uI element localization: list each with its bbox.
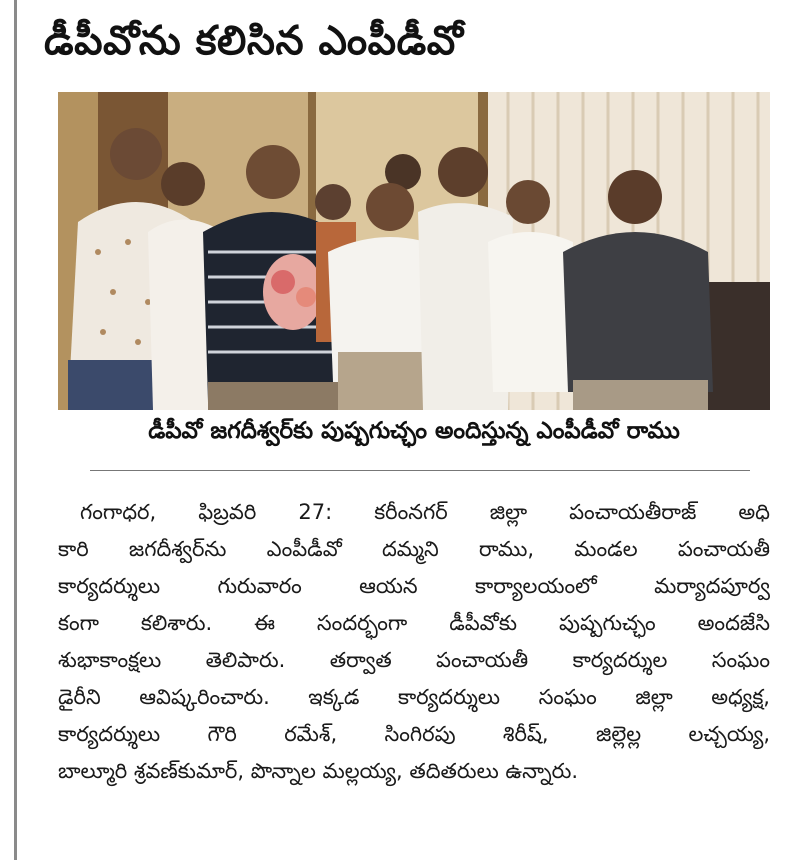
previous-article-fragment	[40, 0, 770, 10]
caption-divider	[90, 470, 750, 471]
article-line: కంగా కలిశారు. ఈ సందర్భంగా డీపీవోకు పుష్పగుచ్ఛం అందజేసి	[58, 611, 770, 635]
column-rule	[14, 0, 17, 860]
article-line: కార్యదర్శులు గౌరి రమేశ్, సింగిరపు శిరీష్, జిల్లెల్ల లచ్చయ్య,	[58, 722, 770, 746]
photo-caption: డీపీవో జగదీశ్వర్‌కు పుష్పగుచ్ఛం అందిస్తున్న ఎంపీడీవో రాము	[148, 418, 680, 444]
news-photo	[58, 92, 770, 410]
headline: డీపీవోను కలిసిన ఎంపీడీవో	[44, 18, 464, 64]
article-line: గంగాధర, ఫిబ్రవరి 27: కరీంనగర్ జిల్లా పంచాయతీరాజ్ అధి	[80, 500, 770, 524]
article-body	[58, 494, 770, 790]
article-line: కారి జగదీశ్వర్‌ను ఎంపీడీవో దమ్మని రాము, మండల పంచాయతీ	[58, 537, 770, 561]
group-photo-icon	[58, 92, 770, 410]
article-line: కార్యదర్శులు గురువారం ఆయన కార్యాలయంలో మర్యాదపూర్వ	[58, 574, 770, 598]
article-line: బాల్మూరి శ్రవణ్‌కుమార్, పొన్నాల మల్లయ్య, తదితరులు ఉన్నారు.	[58, 759, 579, 783]
article-line: డైరీని ఆవిష్కరించారు. ఇక్కడ కార్యదర్శులు సంఘం జిల్లా అధ్యక్ష,	[58, 685, 770, 709]
article-line: శుభాకాంక్షలు తెలిపారు. తర్వాత పంచాయతీ కార్యదర్శుల సంఘం	[58, 648, 770, 672]
